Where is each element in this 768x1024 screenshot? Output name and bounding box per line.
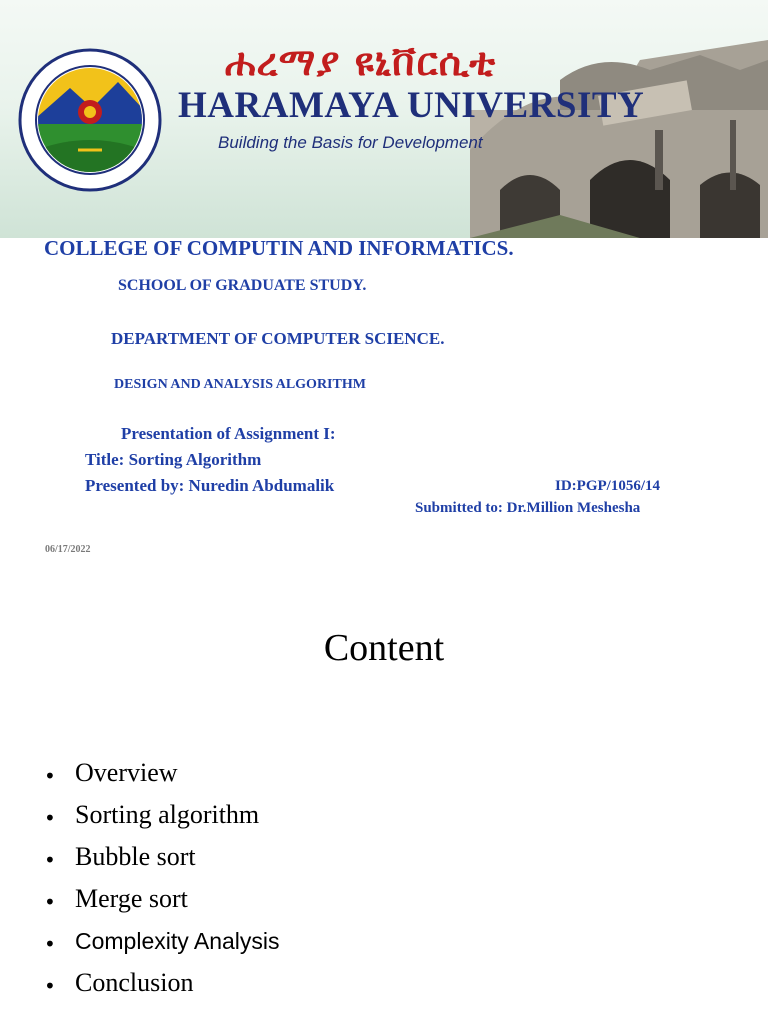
bullet-icon: • [44,764,56,788]
presentation-heading: Presentation of Assignment I: [121,424,336,443]
list-item-label: Overview [75,758,178,787]
content-list [44,758,280,1010]
list-item [44,968,280,1010]
campus-building-image [470,40,768,238]
list-item-label: Complexity Analysis [75,928,280,954]
presenter-name: Presented by: Nuredin Abdumalik [85,476,335,495]
slide-date: 06/17/2022 [45,544,91,555]
amharic-university-name: ሐረማያ ዩኒቨርሲቲ [225,40,497,84]
student-id: ID:PGP/1056/14 [555,478,660,494]
list-item [44,800,280,842]
course-name: DESIGN AND ANALYSIS ALGORITHM [114,377,366,392]
list-item [44,842,280,884]
university-seal-logo [20,50,160,190]
bullet-icon: • [44,932,56,956]
list-item [44,758,280,800]
bullet-icon: • [44,806,56,830]
presentation-title: Title: Sorting Algorithm [85,450,262,469]
list-item-label: Sorting algorithm [75,800,260,829]
college-name: COLLEGE OF COMPUTIN AND INFORMATICS. [44,236,514,260]
list-item-label: Merge sort [75,884,188,913]
university-name: HARAMAYA UNIVERSITY [178,85,645,126]
bullet-icon: • [44,890,56,914]
university-banner [0,0,768,238]
submitted-to: Submitted to: Dr.Million Meshesha [415,500,641,516]
list-item [44,926,280,968]
list-item [44,884,280,926]
content-slide [0,588,768,1024]
bullet-icon: • [44,974,56,998]
content-slide-title: Content [323,627,445,669]
list-item-label: Conclusion [75,968,194,997]
university-motto: Building the Basis for Development [218,133,483,152]
school-name: SCHOOL OF GRADUATE STUDY. [118,277,367,294]
bullet-icon: • [44,848,56,872]
list-item-label: Bubble sort [75,842,196,871]
department-name: DEPARTMENT OF COMPUTER SCIENCE. [111,329,445,348]
